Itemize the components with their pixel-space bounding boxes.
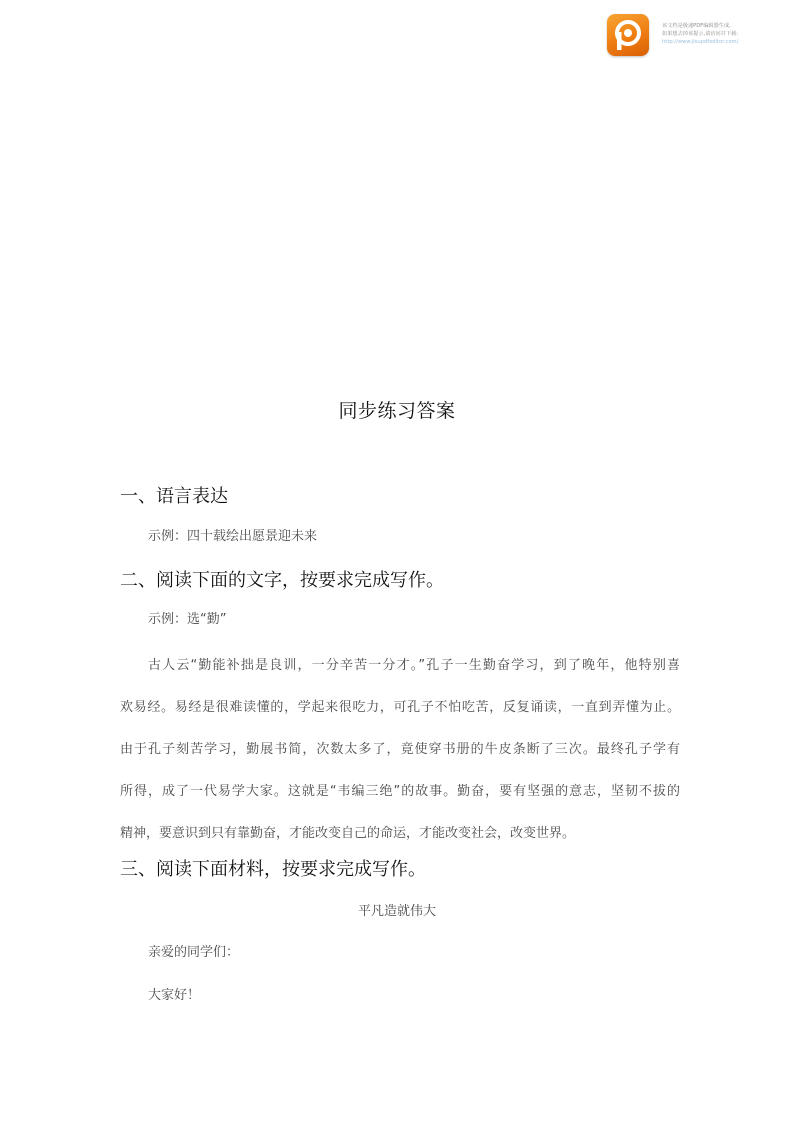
page-title: 同步练习答案 — [338, 400, 456, 422]
section-3-heading: 三、阅读下面材料，按要求完成写作。 — [120, 859, 426, 880]
essay-title: 平凡造就伟大 — [357, 904, 436, 919]
body-line-2: 欢易经。易经是很难读懂的，学起来很吃力，可孔子不怕吃苦，反复诵读，一直到弄懂为止。 — [120, 700, 680, 715]
essay-greeting: 亲爱的同学们： — [148, 945, 240, 960]
body-line-1: 古人云“勤能补拙是良训，一分辛苦一分才。”孔子一生勤奋学习，到了晚年，他特别喜 — [148, 658, 680, 673]
body-line-3: 由于孔子刻苦学习，勤展书简，次数太多了，竟使穿书册的牛皮条断了三次。最终孔子学有 — [120, 742, 680, 757]
watermark-line-1: 该文档是极速PDF编辑器生成, — [662, 23, 731, 29]
watermark-notice — [662, 22, 792, 46]
section-2-body — [120, 645, 680, 855]
section-2-example: 示例：选“勤” — [148, 612, 227, 627]
section-2-heading: 二、阅读下面的文字，按要求完成写作。 — [120, 570, 444, 591]
section-1-heading: 一、语言表达 — [120, 486, 228, 507]
body-line-4: 所得，成了一代易学大家。这就是“韦编三绝”的故事。勤奋，要有坚强的意志，坚韧不拔的 — [120, 784, 680, 799]
pdf-editor-logo-icon — [607, 14, 649, 56]
body-line-5: 精神，要意识到只有靠勤奋，才能改变自己的命运，才能改变社会，改变世界。 — [120, 826, 576, 841]
section-1-example: 示例：四十载绘出愿景迎未来 — [148, 529, 318, 544]
watermark-line-2: 如果想去掉该提示,请访问并下载: — [662, 31, 739, 37]
watermark-url-link[interactable]: http://www.jisupdfeditor.com/ — [662, 39, 739, 45]
essay-hello: 大家好！ — [148, 988, 201, 1003]
